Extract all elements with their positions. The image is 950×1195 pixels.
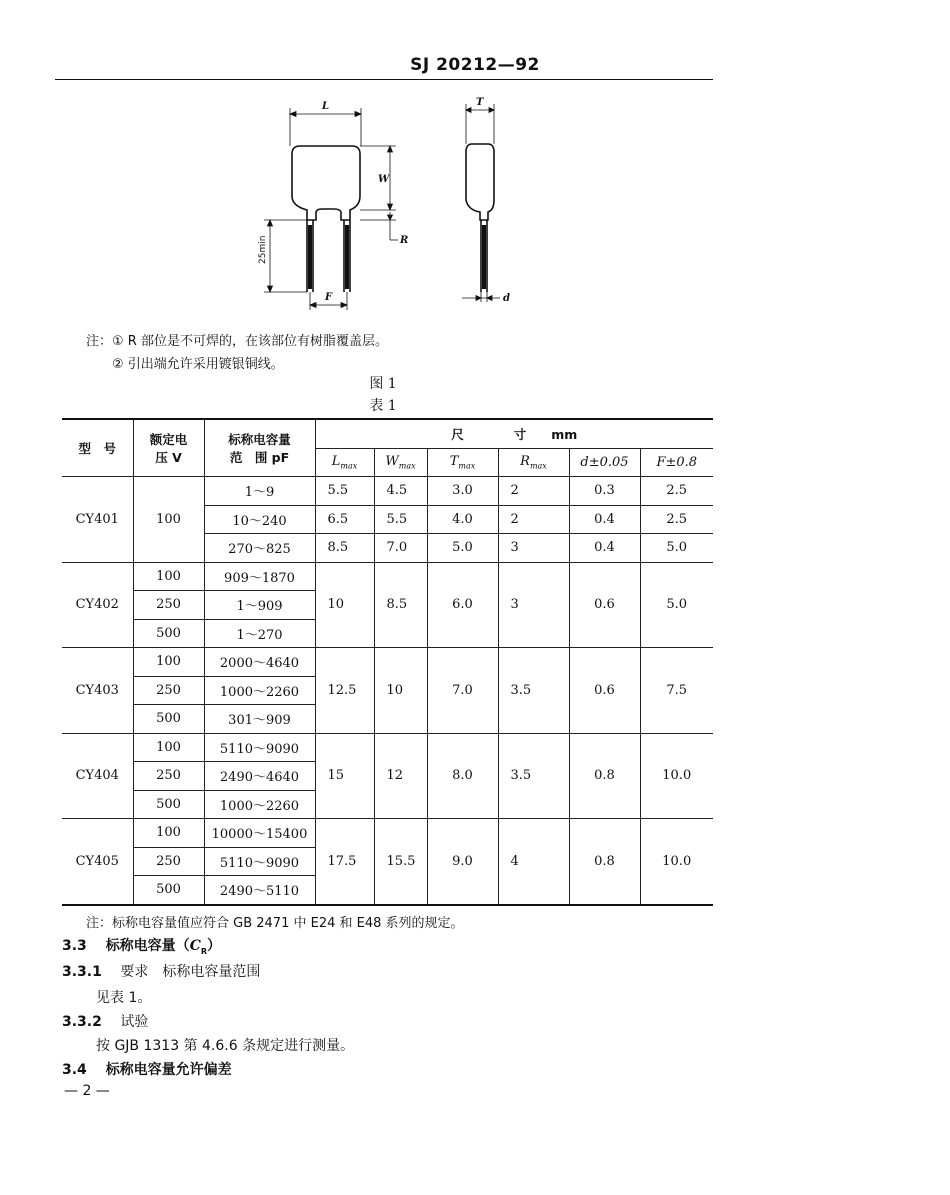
section-3-4-title: 标称电容量允许偏差 <box>105 1062 232 1078</box>
header-T-base: T <box>449 453 459 469</box>
header-T-sub: max <box>458 461 476 471</box>
cell-F: 2.5 <box>640 477 713 506</box>
cell-d: 0.4 <box>569 505 640 534</box>
header-d: d±0.05 <box>569 448 640 477</box>
header-T <box>427 448 498 477</box>
dim-T <box>466 104 494 144</box>
cell-cap: 270～825 <box>204 534 315 563</box>
front-view-leads <box>307 220 350 292</box>
cell-type: CY402 <box>62 562 133 648</box>
table-row <box>62 562 713 591</box>
section-3-3-symbol-sub: R <box>200 946 208 956</box>
lead-fills <box>308 225 486 289</box>
cell-W: 7.0 <box>374 534 427 563</box>
section-3-3-number: 3.3 <box>62 938 87 954</box>
cell-d: 0.4 <box>569 534 640 563</box>
document-header: SJ 20212—92 <box>410 55 540 75</box>
cell-d: 0.6 <box>569 562 640 648</box>
header-F: F±0.8 <box>640 448 713 477</box>
cell-R: 3.5 <box>498 733 569 819</box>
label-F: F <box>325 292 333 303</box>
cell-L: 17.5 <box>315 819 374 905</box>
cell-voltage: 250 <box>133 591 204 620</box>
cell-d: 0.3 <box>569 477 640 506</box>
header-dimensions: 尺 寸 mm <box>315 419 713 448</box>
label-W: W <box>378 174 390 185</box>
label-L: L <box>322 101 330 112</box>
cell-type: CY401 <box>62 477 133 563</box>
figure-note-2: ② 引出端允许采用镀银铜线。 <box>112 357 284 372</box>
cell-d: 0.8 <box>569 819 640 905</box>
cell-F: 5.0 <box>640 534 713 563</box>
header-capacitance-line2: 范 围 pF <box>229 450 290 465</box>
cell-T: 5.0 <box>427 534 498 563</box>
cell-L: 12.5 <box>315 648 374 734</box>
header-L-base: L <box>331 453 341 469</box>
cell-cap: 909～1870 <box>204 562 315 591</box>
section-3-3-2-body: 按 GJB 1313 第 4.6.6 条规定进行测量。 <box>96 1038 355 1054</box>
cell-T: 8.0 <box>427 733 498 819</box>
spec-table <box>62 418 713 906</box>
cell-cap: 5110～9090 <box>204 847 315 876</box>
header-voltage-line2: 压 V <box>155 450 182 465</box>
section-3-3-2-number: 3.3.2 <box>62 1014 102 1030</box>
cell-voltage: 500 <box>133 876 204 905</box>
header-L-sub: max <box>340 461 358 471</box>
cell-F: 10.0 <box>640 733 713 819</box>
cell-W: 10 <box>374 648 427 734</box>
dim-L <box>290 108 361 146</box>
cell-d: 0.8 <box>569 733 640 819</box>
header-L <box>315 448 374 477</box>
cell-voltage: 500 <box>133 705 204 734</box>
cell-voltage: 250 <box>133 762 204 791</box>
cell-R: 2 <box>498 477 569 506</box>
section-3-3-heading <box>62 935 221 956</box>
header-W <box>374 448 427 477</box>
cell-cap: 1000～2260 <box>204 676 315 705</box>
cell-cap: 10～240 <box>204 505 315 534</box>
capacitor-outline-drawing <box>240 92 530 314</box>
label-R: R <box>400 235 409 246</box>
section-3-4-number: 3.4 <box>62 1062 87 1078</box>
header-voltage-line1: 额定电 <box>149 432 188 447</box>
cell-cap: 10000～15400 <box>204 819 315 848</box>
figure-note-1: 注：① R 部位是不可焊的，在该部位有树脂覆盖层。 <box>86 334 388 349</box>
section-3-3-symbol: C <box>189 938 201 954</box>
cell-F: 10.0 <box>640 819 713 905</box>
cell-R: 3 <box>498 534 569 563</box>
cell-T: 6.0 <box>427 562 498 648</box>
cell-voltage: 250 <box>133 847 204 876</box>
front-view-body <box>292 146 360 220</box>
table-caption: 表 1 <box>369 398 397 414</box>
cell-T: 3.0 <box>427 477 498 506</box>
table-row <box>62 733 713 762</box>
cell-voltage: 500 <box>133 790 204 819</box>
cell-cap: 5110～9090 <box>204 733 315 762</box>
section-3-4-heading <box>62 1059 232 1079</box>
dim-d <box>462 292 500 302</box>
section-3-3-1-title: 要求 标称电容量范围 <box>120 964 261 980</box>
dim-R <box>360 212 398 240</box>
cell-cap: 1～9 <box>204 477 315 506</box>
cell-voltage: 500 <box>133 619 204 648</box>
cell-L: 15 <box>315 733 374 819</box>
cell-W: 8.5 <box>374 562 427 648</box>
header-W-base: W <box>385 453 399 469</box>
cell-F: 5.0 <box>640 562 713 648</box>
cell-cap: 2490～4640 <box>204 762 315 791</box>
cell-cap: 1000～2260 <box>204 790 315 819</box>
cell-d: 0.6 <box>569 648 640 734</box>
figure-caption: 图 1 <box>369 376 397 392</box>
cell-W: 15.5 <box>374 819 427 905</box>
dim-lead-length <box>264 220 307 292</box>
cell-R: 3.5 <box>498 648 569 734</box>
table-row <box>62 819 713 848</box>
cell-L: 5.5 <box>315 477 374 506</box>
label-T: T <box>476 97 484 108</box>
cell-L: 10 <box>315 562 374 648</box>
cell-T: 7.0 <box>427 648 498 734</box>
table-row <box>62 648 713 677</box>
cell-T: 4.0 <box>427 505 498 534</box>
section-3-3-1-heading <box>62 961 260 981</box>
header-R-base: R <box>520 453 530 469</box>
section-3-3-2-heading <box>62 1011 148 1031</box>
header-rule <box>55 79 713 80</box>
section-3-3-1-body: 见表 1。 <box>96 990 152 1006</box>
cell-cap: 2000～4640 <box>204 648 315 677</box>
cell-F: 7.5 <box>640 648 713 734</box>
header-R <box>498 448 569 477</box>
cell-R: 2 <box>498 505 569 534</box>
cell-voltage: 100 <box>133 733 204 762</box>
cell-voltage: 250 <box>133 676 204 705</box>
cell-R: 4 <box>498 819 569 905</box>
section-3-3-title-end: ） <box>207 938 222 954</box>
cell-voltage: 100 <box>133 819 204 848</box>
table-note: 注：标称电容量值应符合 GB 2471 中 E24 和 E48 系列的规定。 <box>86 916 464 931</box>
cell-type: CY405 <box>62 819 133 905</box>
cell-T: 9.0 <box>427 819 498 905</box>
section-3-3-2-title: 试验 <box>120 1014 149 1030</box>
section-3-3-1-number: 3.3.1 <box>62 964 102 980</box>
page-number: — 2 — <box>64 1083 110 1099</box>
header-W-sub: max <box>398 461 416 471</box>
cell-W: 12 <box>374 733 427 819</box>
cell-voltage: 100 <box>133 477 204 563</box>
header-type: 型 号 <box>62 419 133 477</box>
cell-R: 3 <box>498 562 569 648</box>
table-header-row <box>62 419 713 448</box>
cell-W: 4.5 <box>374 477 427 506</box>
side-view-body <box>466 144 494 220</box>
cell-voltage: 100 <box>133 648 204 677</box>
header-capacitance <box>204 419 315 477</box>
label-lead-length: 25min <box>258 235 268 264</box>
cell-L: 8.5 <box>315 534 374 563</box>
label-d: d <box>503 293 510 304</box>
header-voltage <box>133 419 204 477</box>
cell-F: 2.5 <box>640 505 713 534</box>
table-row <box>62 477 713 506</box>
cell-cap: 1～909 <box>204 591 315 620</box>
cell-W: 5.5 <box>374 505 427 534</box>
header-capacitance-line1: 标称电容量 <box>228 432 291 447</box>
cell-cap: 2490～5110 <box>204 876 315 905</box>
cell-type: CY404 <box>62 733 133 819</box>
header-R-sub: max <box>529 461 547 471</box>
cell-cap: 1～270 <box>204 619 315 648</box>
cell-L: 6.5 <box>315 505 374 534</box>
section-3-3-title: 标称电容量（ <box>105 938 190 954</box>
cell-voltage: 100 <box>133 562 204 591</box>
cell-type: CY403 <box>62 648 133 734</box>
cell-cap: 301～909 <box>204 705 315 734</box>
